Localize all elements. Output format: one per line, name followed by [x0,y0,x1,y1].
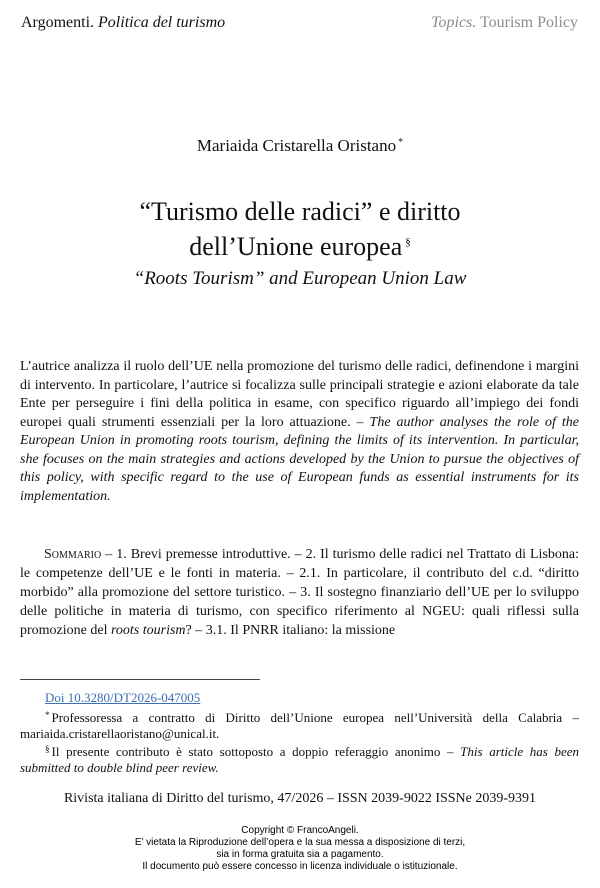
title-line-1: “Turismo delle radici” e diritto [139,197,461,226]
abstract-italian: L’autrice analizza il ruolo dell’UE nella promozione del turismo delle radici, definendone i margini di intervento. In particolare, l’autrice si focalizza sulle principali strategie e azioni elaborate da tale Ente per perseguire i fini della politica in esame, con specifico riguardo all’impiego dei fondi europei quali strumenti essenziali per la loro attuazione. [20,359,579,430]
article-title [0,196,600,262]
footnote-review-italian: Il presente contributo è stato sottoposto a doppio referaggio anonimo – [51,744,461,759]
copyright-notice [0,825,600,873]
summary-text: – 1. Brevi premesse introduttive. – 2. Il turismo delle radici nel Trattato di Lisbona: le competenze dell’UE e le fonti in materia. – 2.1. In particolare, il contributo del c.d. “diritto morbido” alla promozione del settore turistico. – 3. Il sostegno finanziario dell’UE per lo sviluppo delle politiche in materia di turismo, con specifico riferimento al NGEU: quali riflessi sulla promozione del [20,547,579,638]
footnote-rule [20,679,260,680]
footnote-review [20,741,579,776]
header-topic: Topics. [431,14,477,31]
footnote-author-text: Professoressa a contratto di Diritto dell’Unione europea nell’Università della Calabria – mariaida.cristarellaoristano@unical.it. [20,710,579,741]
abstract-english: The author analyses the role of the European Union in promoting roots tourism, defining the limits of its intervention. In particular, she focuses on the main strategies and actions developed by the Union to pursue the objectives of this policy, with specific regard to the use of European funds as essential instruments for its implementation. [20,414,579,504]
header-topic-title: Tourism Policy [480,14,578,31]
footnote-author-mark: * [45,710,50,720]
copyright-line-3: sia in forma gratuita sia a pagamento. [216,849,384,860]
abstract [20,358,579,506]
title-line-2-text: dell’Unione europea [189,232,403,261]
copyright-line-1: Copyright © FrancoAngeli. [241,825,359,836]
header-left [21,14,225,32]
copyright-line-2: E’ vietata la Riproduzione dell’opera e la sua messa a disposizione di terzi, [134,837,466,848]
header-section: Argomenti. [21,14,95,31]
summary-italic: roots tourism [110,623,186,638]
summary-label: Sommario [44,547,102,562]
summary [20,545,579,640]
abstract-separator: – [350,414,370,430]
footnote-author [20,707,579,742]
running-header [21,14,578,36]
header-right [431,14,578,32]
article-subtitle: “Roots Tourism” and European Union Law [133,268,467,289]
author-line [0,136,600,156]
header-section-title: Politica del turismo [98,14,226,31]
footnote-review-mark: § [45,744,50,754]
footnote-review-english: This article has been submitted to double blind peer review. [20,744,579,775]
author-name: Mariaida Cristarella Oristano [196,136,397,155]
copyright-line-4: Il documento può essere concesso in licenza individuale o istituzionale. [142,861,458,872]
title-footnote-mark: § [405,236,411,248]
title-line-2 [0,227,600,262]
author-footnote-mark: * [398,137,404,148]
summary-text-end: ? – 3.1. Il PNRR italiano: la missione [185,623,396,638]
doi-link[interactable]: Doi 10.3280/DT2026-047005 [45,690,201,705]
journal-reference: Rivista italiana di Diritto del turismo, 47/2026 – ISSN 2039-9022 ISSNe 2039-9391 [63,791,537,806]
